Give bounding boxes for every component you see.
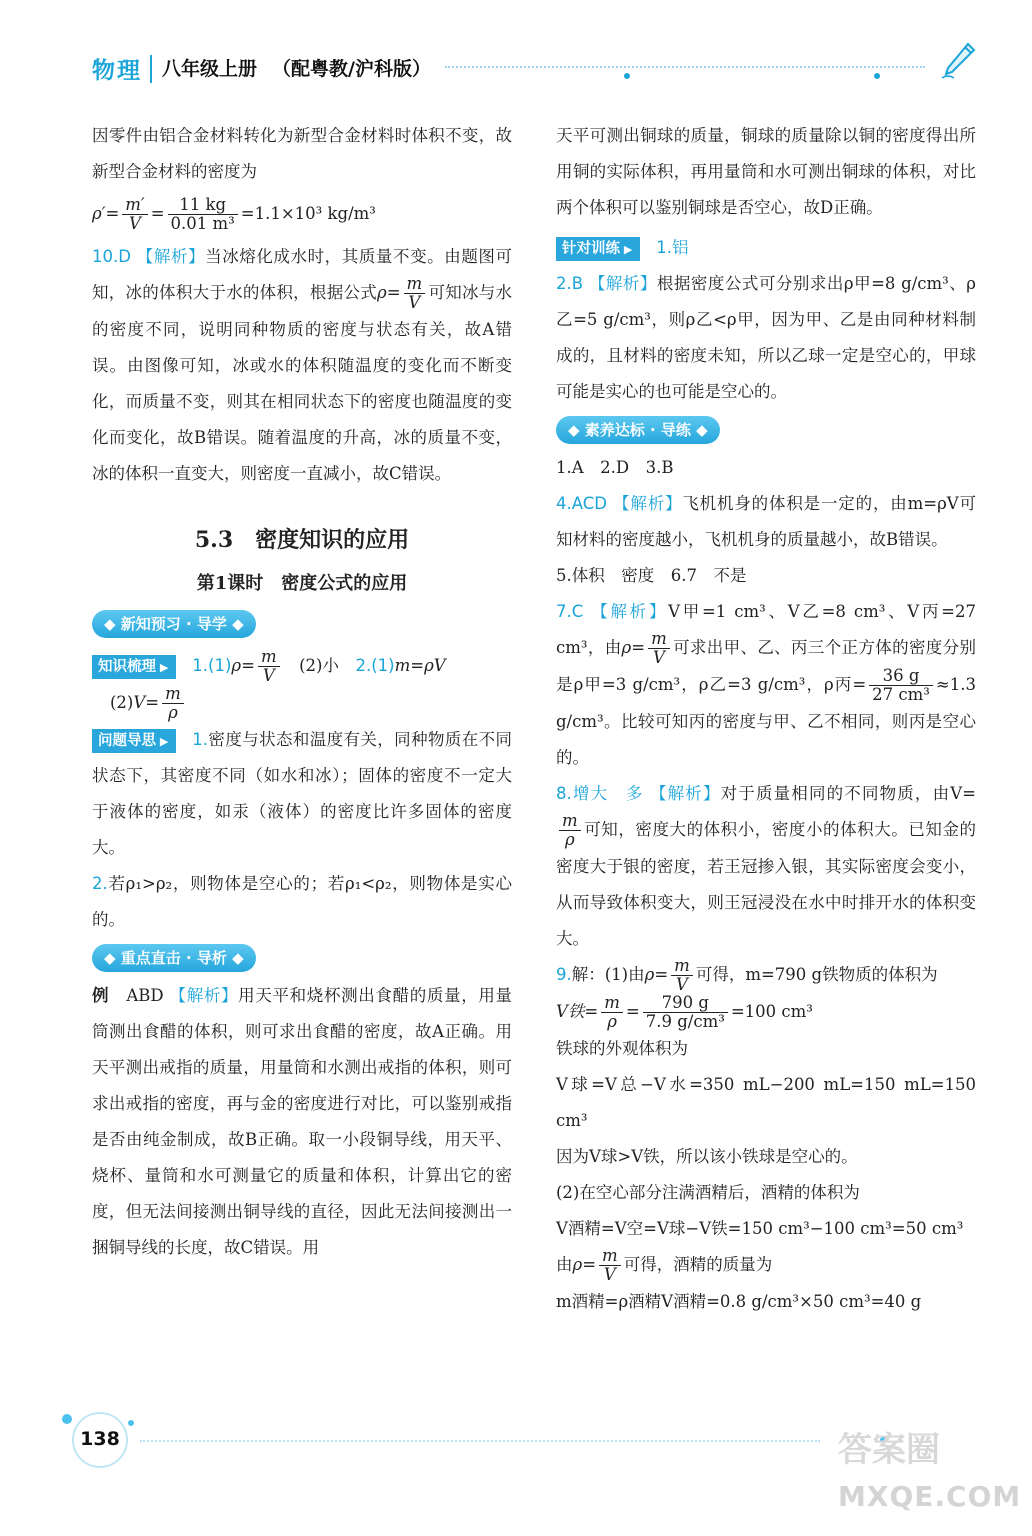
knowledge-item: 知识梳理 ▶ 1.(1)ρ= $\frac{m}{V}$ (2)小 2.(1)m=ρV (92, 648, 512, 685)
practice-item: 针对训练 ▶ 1.铝 (556, 230, 976, 266)
section-banner-preview: ◆ 新知预习 · 导学 ◆ (92, 610, 256, 638)
answer-9: 9.解：(1)由ρ= $\frac{m}{V}$ 可得，m=790 g铁物质的体积为 (556, 956, 938, 994)
section-title: 5.3 密度知识的应用 (194, 527, 410, 553)
fraction: $\frac{m}{V}$ (671, 957, 693, 994)
watermark-url: MXQE.COM (838, 1480, 1022, 1513)
formula-line: V酒精=V空=V球−V铁=150 cm³−100 cm³=50 cm³ (556, 1219, 964, 1238)
answer-line: 5.体积 密度 6.7 不是 (556, 566, 747, 585)
formula-line: 由ρ= $\frac{m}{V}$ 可得，酒精的质量为 (556, 1246, 773, 1284)
header-dot (624, 73, 630, 79)
density-formula: ρ′= $\frac{m'}{V}$ = $\frac{11 kg}{\text{0.01 m³}}$ =1.1×10³ kg/m³ (92, 195, 376, 233)
paragraph: 铁球的外观体积为 (556, 1039, 688, 1058)
paragraph: 因为V球>V铁，所以该小铁球是空心的。 (556, 1147, 858, 1166)
formula-line: m酒精=ρ酒精V酒精=0.8 g/cm³×50 cm³=40 g (556, 1292, 922, 1311)
knowledge-box-label: 知识梳理 ▶ (92, 655, 176, 679)
subject-label: 物理 (92, 58, 142, 84)
page-dot (62, 1414, 72, 1424)
practice-item: 2.B 【解析】根据密度公式可分别求出ρ甲=8 g/cm³、ρ乙=5 g/cm³，则ρ乙<ρ甲，因为甲、乙是由同种材料制成的，且材料的密度未知，所以乙球一定是空心的，甲球可能是实心的也可能是空心的。 (556, 274, 977, 401)
section-banner-focus: ◆ 重点直击 · 导析 ◆ (92, 944, 256, 972)
paragraph: 天平可测出铜球的质量，铜球的质量除以铜的密度得出所用铜的实际体积，再用量筒和水可测出铜球的体积，对比两个体积可以鉴别铜球是否空心，故D正确。 (556, 126, 976, 217)
question-item: 问题导思 ▶ 1.密度与状态和温度有关，同种物质在不同状态下，其密度不同（如水和冰）；固体的密度不一定大于液体的密度，如汞（液体）的密度比许多固体的密度大。 (92, 722, 512, 866)
answer-7: 7.C 【解析】V甲=1 cm³、V乙=8 cm³、V丙=27 cm³，由ρ= $\frac{m}{V}$ 可求出甲、乙、丙三个正方体的密度分别是ρ甲=3 g/cm³，ρ乙=3 g/cm³，ρ丙= $\frac{36 g}{\text{27 cm³}}$ ≈1.3 g/cm³。比较可知丙的密度与甲、乙不相同，则丙是空心的。 (556, 602, 976, 767)
fraction: $\frac{m}{\rho}$ (162, 685, 184, 722)
header-divider (150, 55, 152, 83)
fraction: $\frac{11 kg}{\text{0.01 m³}}$ (168, 196, 238, 233)
fraction: $\frac{m}{V}$ (599, 1247, 621, 1284)
formula-line: V铁= $\frac{m}{\rho}$ = $\frac{790 g}{\text{7.9 g/cm³}}$ =100 cm³ (556, 993, 813, 1031)
example-item: 例 ABD 【解析】用天平和烧杯测出食醋的质量，用量筒测出食醋的体积，则可求出食醋的密度，故A正确。用天平测出戒指的质量，用量筒和水测出戒指的体积，则可求出戒指的密度，再与金的密度进行对比，可以鉴别戒指是否由纯金制成，故B正确。取一小段铜导线，用天平、烧杯、量筒和水可测量它的质量和体积，计算出它的密度，但无法间接测出铜导线的直径，因此无法间接测出一捆铜导线的长度，故C错误。用 (92, 986, 513, 1257)
watermark-logo: 答案圈 (838, 1430, 940, 1470)
question-box-label: 问题导思 ▶ (92, 729, 176, 753)
fraction: $\frac{m}{\rho}$ (601, 994, 623, 1031)
lesson-title: 第1课时 密度公式的应用 (196, 573, 408, 594)
left-column (92, 118, 512, 1266)
fraction: $\frac{m}{V}$ (258, 648, 280, 685)
fraction: $\frac{36 g}{\text{27 cm³}}$ (869, 667, 933, 704)
question-item: 2.若ρ₁>ρ₂，则物体是空心的；若ρ₁<ρ₂，则物体是实心的。 (92, 874, 512, 929)
header-dotted-line (445, 66, 925, 68)
answer-line: 1.A 2.D 3.B (556, 458, 674, 477)
answer-4: 4.ACD 【解析】飞机机身的体积是一定的，由m=ρV可知材料的密度越小，飞机机身的质量越小，故B错误。 (556, 494, 977, 549)
paragraph: (2)在空心部分注满酒精后，酒精的体积为 (556, 1183, 860, 1202)
knowledge-item: (2)V= $\frac{m}{\rho}$ (92, 685, 512, 722)
fraction: $\frac{m}{\rho}$ (559, 812, 581, 849)
fraction: $\frac{m'}{V}$ (122, 196, 147, 233)
section-banner-literacy: ◆ 素养达标 · 导练 ◆ (556, 416, 720, 444)
fraction: $\frac{790 g}{\text{7.9 g/cm³}}$ (643, 994, 728, 1031)
right-column (556, 118, 976, 1320)
pen-icon (938, 40, 978, 82)
practice-box-label: 针对训练 ▶ (556, 237, 640, 261)
page-number: 138 (72, 1412, 128, 1468)
edition-label: （配粤教/沪科版） (272, 58, 431, 80)
grade-label: 八年级上册 (162, 58, 258, 80)
answer-10: 10.D 【解析】当冰熔化成水时，其质量不变。由题图可知，冰的体积大于水的体积，根据公式ρ= $\frac{m}{V}$ 可知冰与水的密度不同，说明同种物质的密度与状态有关，故A错误。由图像可知，冰或水的体积随温度的变化而不断变化，而质量不变，则其在相同状态下的密度也随温度的变化而变化，故B错误。随着温度的升高，冰的质量不变，冰的体积一直变大，则密度一直减小，故C错误。 (92, 247, 513, 483)
fraction: $\frac{m}{V}$ (404, 275, 426, 312)
page-header (0, 0, 1032, 100)
answer-8: 8.增大 多 【解析】对于质量相同的不同物质，由V= $\frac{m}{\rho}$ 可知，密度大的体积小，密度小的体积大。已知金的密度大于银的密度，若王冠掺入银，其实际密度会变小，从而导致体积变大，则王冠浸没在水中时排开水的体积变大。 (556, 784, 977, 948)
header-dot (874, 73, 880, 79)
paragraph: 因零件由铝合金材料转化为新型合金材料时体积不变，故新型合金材料的密度为 (92, 126, 512, 181)
page-dot (128, 1420, 134, 1426)
footer-dotted-line (140, 1440, 820, 1442)
fraction: $\frac{m}{V}$ (648, 630, 670, 667)
formula-line: V球=V总−V水=350 mL−200 mL=150 mL=150 cm³ (556, 1075, 976, 1130)
